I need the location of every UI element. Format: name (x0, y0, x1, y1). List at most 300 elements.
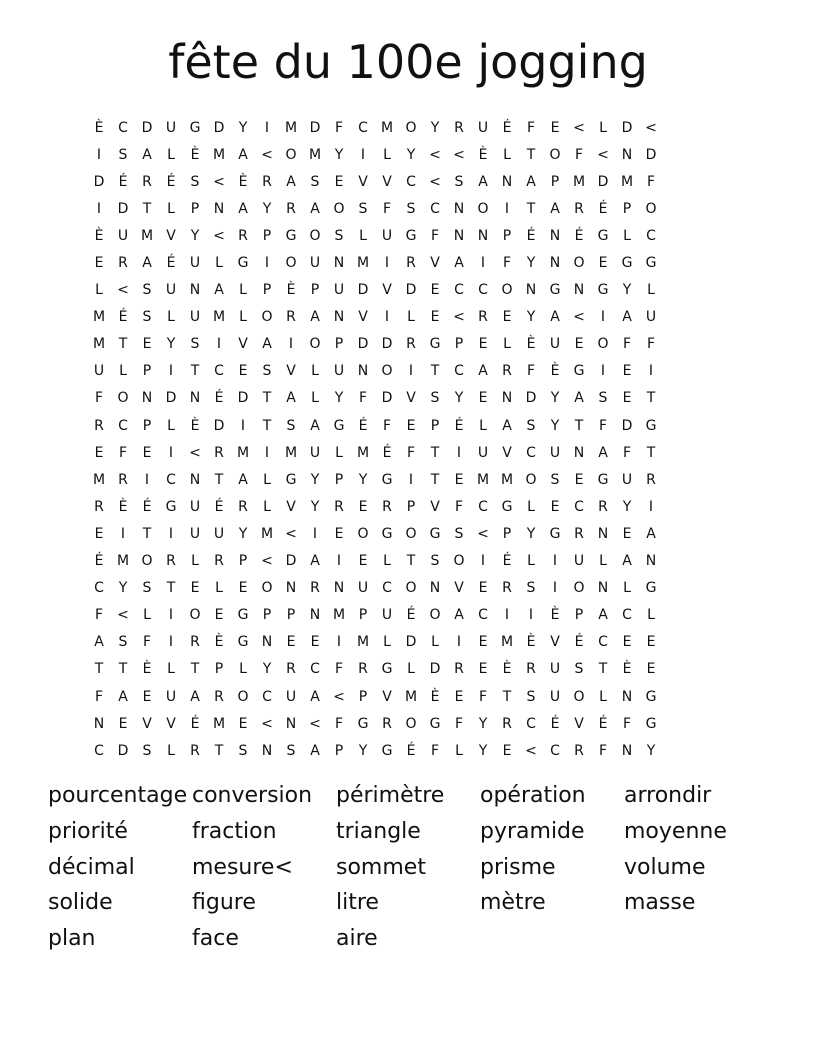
grid-letter: É (550, 715, 560, 732)
grid-letter: < (429, 146, 441, 163)
grid-row (87, 412, 735, 439)
grid-letter: E (478, 580, 488, 597)
grid-letter: V (502, 444, 512, 461)
grid-letter: G (381, 661, 393, 678)
grid-letter: N (189, 390, 201, 407)
grid-letter: F (622, 715, 632, 732)
grid-letter: C (118, 417, 128, 434)
grid-letter: O (381, 363, 393, 380)
grid-letter: S (190, 173, 200, 190)
grid-letter: < (261, 146, 273, 163)
grid-letter: R (214, 444, 224, 461)
grid-letter: R (502, 580, 512, 597)
grid-letter: G (237, 607, 249, 624)
grid-letter: G (645, 715, 657, 732)
grid-letter: M (476, 471, 490, 488)
grid-letter: P (334, 471, 344, 488)
grid-letter: F (94, 390, 104, 407)
grid-letter: T (430, 471, 440, 488)
grid-letter: È (622, 661, 632, 678)
grid-letter: M (212, 309, 226, 326)
grid-letter: E (334, 173, 344, 190)
grid-letter: M (356, 444, 370, 461)
grid-letter: L (455, 742, 463, 759)
grid-letter: S (526, 688, 536, 705)
grid-letter: A (142, 255, 152, 272)
grid-letter: D (213, 119, 225, 136)
grid-letter: R (118, 471, 128, 488)
grid-letter: D (237, 390, 249, 407)
grid-letter: M (236, 444, 250, 461)
grid-letter: P (262, 282, 272, 299)
grid-letter: < (213, 173, 225, 190)
grid-letter: S (334, 227, 344, 244)
grid-letter: M (116, 553, 130, 570)
grid-letter: C (94, 742, 104, 759)
grid-letter: M (500, 634, 514, 651)
grid-letter: L (431, 634, 439, 651)
grid-letter: G (285, 471, 297, 488)
grid-letter: T (646, 390, 656, 407)
grid-letter: P (142, 363, 152, 380)
grid-letter: L (95, 282, 103, 299)
grid-letter: < (573, 309, 585, 326)
grid-letter: I (312, 525, 318, 542)
grid-row (87, 249, 735, 276)
grid-letter: M (92, 336, 106, 353)
grid-letter: Y (334, 390, 344, 407)
grid-letter: I (168, 525, 174, 542)
grid-letter: G (165, 498, 177, 515)
grid-letter: Y (166, 336, 176, 353)
grid-letter: D (357, 336, 369, 353)
grid-letter: A (142, 146, 152, 163)
grid-letter: D (165, 390, 177, 407)
grid-letter: I (552, 553, 558, 570)
grid-letter: É (358, 417, 368, 434)
grid-letter: È (190, 417, 200, 434)
grid-letter: M (92, 471, 106, 488)
grid-letter: Y (190, 227, 200, 244)
grid-letter: E (454, 688, 464, 705)
grid-letter: P (454, 336, 464, 353)
grid-letter: N (429, 580, 441, 597)
grid-letter: I (408, 363, 414, 380)
grid-row (87, 385, 735, 412)
grid-letter: G (645, 417, 657, 434)
grid-letter: É (406, 742, 416, 759)
grid-letter: L (599, 688, 607, 705)
grid-letter: Y (646, 742, 656, 759)
grid-letter: D (117, 200, 129, 217)
grid-letter: L (167, 661, 175, 678)
grid-letter: < (573, 119, 585, 136)
grid-letter: É (382, 444, 392, 461)
grid-letter: N (189, 282, 201, 299)
grid-letter: Y (118, 580, 128, 597)
grid-letter: S (286, 417, 296, 434)
grid-letter: A (454, 607, 464, 624)
grid-letter: I (408, 471, 414, 488)
grid-letter: L (119, 363, 127, 380)
grid-letter: C (406, 173, 416, 190)
grid-letter: E (478, 634, 488, 651)
grid-letter: Y (406, 146, 416, 163)
grid-letter: G (645, 688, 657, 705)
grid-letter: R (238, 498, 248, 515)
grid-letter: O (285, 255, 297, 272)
grid-letter: Y (358, 742, 368, 759)
grid-letter: Y (238, 525, 248, 542)
word-list-item: décimal (48, 854, 135, 880)
grid-letter: L (407, 661, 415, 678)
grid-letter: O (261, 580, 273, 597)
grid-letter: G (429, 336, 441, 353)
grid-letter: A (310, 309, 320, 326)
grid-letter: R (454, 119, 464, 136)
grid-letter: I (120, 525, 126, 542)
grid-letter: S (190, 336, 200, 353)
grid-letter: R (286, 200, 296, 217)
grid-letter: É (526, 227, 536, 244)
grid-letter: F (646, 336, 656, 353)
grid-letter: S (118, 634, 128, 651)
grid-letter: S (262, 363, 272, 380)
grid-letter: Y (238, 119, 248, 136)
grid-letter: A (238, 200, 248, 217)
grid-row (87, 548, 735, 575)
grid-letter: G (597, 471, 609, 488)
grid-letter: C (310, 661, 320, 678)
grid-letter: N (93, 715, 105, 732)
grid-letter: A (478, 363, 488, 380)
grid-letter: R (478, 309, 488, 326)
grid-letter: V (238, 336, 248, 353)
grid-letter: C (382, 580, 392, 597)
grid-row (87, 222, 735, 249)
grid-letter: D (381, 390, 393, 407)
grid-letter: G (573, 363, 585, 380)
grid-letter: < (117, 282, 129, 299)
grid-letter: O (309, 336, 321, 353)
grid-letter: R (118, 255, 128, 272)
grid-letter: G (597, 227, 609, 244)
word-list-item: priorité (48, 818, 128, 844)
grid-letter: È (190, 146, 200, 163)
grid-letter: M (620, 173, 634, 190)
grid-letter: L (239, 282, 247, 299)
grid-letter: I (144, 471, 150, 488)
grid-letter: L (191, 553, 199, 570)
grid-letter: V (286, 498, 296, 515)
grid-row (87, 656, 735, 683)
grid-letter: L (263, 471, 271, 488)
grid-letter: P (574, 607, 584, 624)
grid-letter: È (214, 634, 224, 651)
grid-letter: P (406, 498, 416, 515)
grid-letter: S (406, 200, 416, 217)
grid-letter: G (237, 255, 249, 272)
grid-letter: E (502, 309, 512, 326)
grid-letter: I (216, 336, 222, 353)
grid-letter: È (238, 173, 248, 190)
grid-letter: T (262, 390, 272, 407)
grid-letter: O (141, 553, 153, 570)
grid-letter: N (573, 282, 585, 299)
grid-letter: L (623, 580, 631, 597)
grid-letter: N (189, 471, 201, 488)
grid-letter: N (261, 742, 273, 759)
grid-letter: E (238, 580, 248, 597)
grid-letter: Y (526, 525, 536, 542)
grid-letter: L (215, 580, 223, 597)
grid-letter: T (262, 417, 272, 434)
grid-row (87, 710, 735, 737)
grid-letter: S (286, 742, 296, 759)
grid-letter: R (382, 498, 392, 515)
word-list-item: triangle (336, 818, 421, 844)
grid-letter: L (143, 607, 151, 624)
grid-letter: E (454, 471, 464, 488)
grid-letter: V (574, 715, 584, 732)
grid-letter: T (142, 525, 152, 542)
grid-letter: F (142, 634, 152, 651)
grid-letter: N (333, 255, 345, 272)
grid-row (87, 277, 735, 304)
grid-letter: É (214, 498, 224, 515)
word-list-item: plan (48, 926, 96, 952)
grid-letter: L (647, 607, 655, 624)
grid-letter: E (406, 417, 416, 434)
grid-letter: G (645, 255, 657, 272)
grid-letter: P (214, 661, 224, 678)
grid-letter: Y (550, 417, 560, 434)
grid-letter: C (526, 444, 536, 461)
grid-letter: S (142, 309, 152, 326)
grid-letter: A (454, 255, 464, 272)
grid-letter: G (501, 498, 513, 515)
grid-letter: É (598, 200, 608, 217)
word-list-item: sommet (336, 854, 426, 880)
grid-letter: A (526, 173, 536, 190)
grid-letter: E (310, 634, 320, 651)
grid-row (87, 358, 735, 385)
grid-letter: U (549, 688, 561, 705)
grid-row (87, 466, 735, 493)
grid-letter: E (190, 580, 200, 597)
grid-letter: E (238, 715, 248, 732)
grid-letter: E (622, 363, 632, 380)
grid-row (87, 683, 735, 710)
grid-letter: G (237, 634, 249, 651)
grid-letter: I (504, 200, 510, 217)
grid-letter: T (502, 688, 512, 705)
grid-row (87, 114, 735, 141)
grid-letter: O (405, 525, 417, 542)
grid-letter: T (166, 580, 176, 597)
grid-letter: F (454, 498, 464, 515)
grid-letter: < (309, 715, 321, 732)
grid-letter: R (334, 498, 344, 515)
grid-letter: C (214, 363, 224, 380)
grid-letter: T (142, 200, 152, 217)
grid-letter: U (189, 255, 201, 272)
grid-letter: P (238, 553, 248, 570)
grid-letter: C (550, 742, 560, 759)
grid-letter: L (335, 444, 343, 461)
grid-letter: T (430, 444, 440, 461)
grid-letter: I (168, 363, 174, 380)
grid-letter: E (478, 390, 488, 407)
word-list-item: aire (336, 926, 378, 952)
grid-letter: O (285, 146, 297, 163)
grid-letter: C (622, 607, 632, 624)
grid-letter: Y (334, 146, 344, 163)
word-list-item: face (192, 926, 239, 952)
grid-letter: V (406, 390, 416, 407)
grid-letter: A (646, 525, 656, 542)
grid-letter: T (598, 661, 608, 678)
grid-letter: È (118, 498, 128, 515)
grid-letter: N (261, 634, 273, 651)
word-list-item: périmètre (336, 783, 445, 808)
grid-letter: A (310, 553, 320, 570)
grid-letter: R (502, 363, 512, 380)
grid-letter: I (264, 119, 270, 136)
grid-letter: T (190, 661, 200, 678)
grid-letter: E (94, 444, 104, 461)
grid-letter: É (574, 227, 584, 244)
grid-letter: O (549, 146, 561, 163)
grid-letter: I (168, 634, 174, 651)
grid-letter: O (405, 715, 417, 732)
grid-letter: A (598, 607, 608, 624)
grid-letter: L (167, 417, 175, 434)
grid-letter: L (527, 498, 535, 515)
grid-letter: V (382, 688, 392, 705)
grid-letter: P (622, 200, 632, 217)
grid-letter: G (405, 227, 417, 244)
grid-letter: I (552, 580, 558, 597)
grid-letter: G (381, 525, 393, 542)
grid-letter: R (598, 498, 608, 515)
word-list-item: litre (336, 890, 379, 916)
grid-letter: È (550, 607, 560, 624)
grid-letter: C (430, 200, 440, 217)
grid-letter: T (406, 553, 416, 570)
grid-row (87, 168, 735, 195)
grid-letter: T (430, 363, 440, 380)
grid-letter: S (454, 173, 464, 190)
grid-letter: T (574, 417, 584, 434)
grid-letter: R (94, 417, 104, 434)
grid-letter: P (310, 282, 320, 299)
grid-letter: E (358, 553, 368, 570)
word-list-item: mètre (480, 890, 546, 916)
grid-letter: S (430, 390, 440, 407)
grid-letter: Y (526, 309, 536, 326)
grid-letter: F (406, 444, 416, 461)
grid-letter: V (358, 309, 368, 326)
grid-letter: L (167, 309, 175, 326)
grid-letter: < (645, 119, 657, 136)
grid-letter: G (285, 227, 297, 244)
grid-letter: A (310, 417, 320, 434)
grid-letter: F (598, 742, 608, 759)
grid-letter: Y (262, 661, 272, 678)
grid-letter: T (94, 661, 104, 678)
grid-letter: E (622, 634, 632, 651)
grid-letter: I (96, 146, 102, 163)
word-list-item: prisme (480, 854, 556, 880)
grid-letter: O (333, 200, 345, 217)
grid-letter: D (621, 417, 633, 434)
grid-letter: M (332, 607, 346, 624)
grid-letter: F (430, 227, 440, 244)
grid-letter: I (480, 553, 486, 570)
grid-letter: M (500, 471, 514, 488)
grid-letter: U (549, 336, 561, 353)
grid-letter: L (503, 336, 511, 353)
grid-letter: E (622, 390, 632, 407)
grid-letter: Y (262, 200, 272, 217)
grid-letter: È (502, 661, 512, 678)
grid-letter: O (405, 119, 417, 136)
grid-letter: M (356, 634, 370, 651)
grid-letter: G (429, 525, 441, 542)
grid-letter: F (526, 119, 536, 136)
grid-letter: E (94, 255, 104, 272)
grid-letter: V (430, 498, 440, 515)
grid-letter: O (237, 688, 249, 705)
grid-letter: D (213, 417, 225, 434)
grid-letter: L (167, 742, 175, 759)
grid-letter: U (309, 444, 321, 461)
grid-letter: I (384, 309, 390, 326)
grid-letter: É (406, 607, 416, 624)
grid-letter: T (646, 444, 656, 461)
word-list-item: solide (48, 890, 113, 916)
grid-letter: O (189, 607, 201, 624)
grid-letter: É (598, 715, 608, 732)
grid-letter: F (382, 200, 392, 217)
grid-letter: L (527, 553, 535, 570)
grid-letter: F (502, 255, 512, 272)
grid-letter: T (526, 146, 536, 163)
grid-letter: O (645, 200, 657, 217)
grid-letter: M (284, 444, 298, 461)
grid-letter: D (405, 634, 417, 651)
grid-letter: M (260, 525, 274, 542)
grid-letter: N (333, 309, 345, 326)
grid-letter: M (140, 227, 154, 244)
grid-letter: I (360, 146, 366, 163)
grid-letter: O (117, 390, 129, 407)
grid-letter: Y (478, 715, 488, 732)
grid-letter: O (261, 309, 273, 326)
grid-letter: A (478, 173, 488, 190)
grid-letter: M (356, 255, 370, 272)
grid-letter: I (648, 498, 654, 515)
grid-row (87, 439, 735, 466)
grid-letter: A (238, 471, 248, 488)
grid-row (87, 195, 735, 222)
grid-row (87, 141, 735, 168)
grid-letter: M (380, 119, 394, 136)
grid-letter: L (215, 255, 223, 272)
grid-letter: O (405, 580, 417, 597)
grid-letter: P (262, 227, 272, 244)
